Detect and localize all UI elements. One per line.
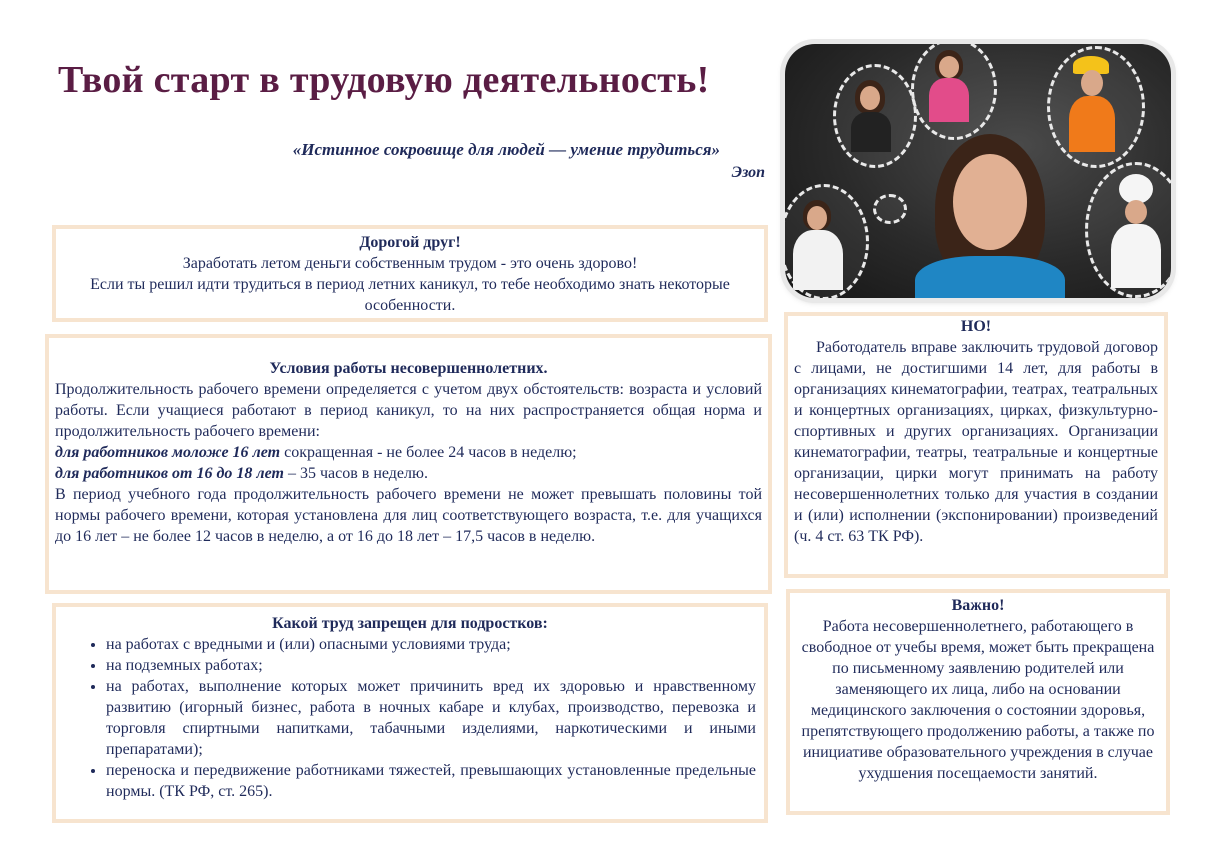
- from-16-text: – 35 часов в неделю.: [283, 465, 428, 482]
- work-conditions-school-year: В период учебного года продолжительность рабочего времени не может превышать половины той нормы рабочего времени, которая установлена для лиц соответствующего возраста, т.е. для учащихся до 16 лет – не более 12 часов в неделю, а от 16 до 18 лет – 17,5 часов в неделю.: [55, 486, 762, 545]
- epigraph-author: Эзоп: [731, 164, 765, 181]
- girl-thinking-about-professions-photo: [785, 44, 1171, 298]
- but-note-heading: НО!: [960, 318, 992, 335]
- page-title: Твой старт в трудовую деятельность!: [58, 59, 710, 101]
- from-16-label: для работников от 16 до 18 лет: [55, 465, 284, 482]
- but-note-text: Работодатель вправе заключить трудовой договор с лицами, не достигшими 14 лет, для работы в организациях кинематографии, театрах, театральных и концертных организациях, цирках, физкультурно-спортивных и других организациях. Организации кинематографии, театры, театральные и концертные организации, цирки могут принимать на работу несовершеннолетних только для участия в создании и (или) исполнении (экспонировании) произведений (ч. 4 ст. 63 ТК РФ).: [794, 339, 1158, 545]
- work-conditions-intro: Продолжительность рабочего времени определяется с учетом двух обстоятельств: возраста и условий работы. Если учащиеся работают в период каникул, то на них распространяется общая норма и продолжительность рабочего времени:: [55, 381, 762, 440]
- under-16-label: для работников моложе 16 лет: [55, 444, 281, 461]
- list-item: • на подземных работах;: [106, 655, 756, 676]
- under-16-text: сокращенная - не более 24 часов в неделю;: [280, 444, 577, 461]
- forbidden-work-heading: Какой труд запрещен для подростков:: [272, 615, 548, 632]
- list-item: • переноска и передвижение работниками тяжестей, превышающих установленные предельные нормы. (ТК РФ, ст. 265).: [106, 760, 756, 802]
- list-item: • на работах, выполнение которых может причинить вред их здоровью и нравственному развитию (игорный бизнес, работа в ночных кабаре и клубах, производство, перевозка и торговля спиртными напитками, табачными изделиями, наркотическими и иными препаратами);: [106, 676, 756, 760]
- work-conditions-16-18: [55, 463, 762, 484]
- work-conditions-box: [45, 334, 772, 594]
- forbidden-work-list: [64, 634, 756, 802]
- list-item: • на работах с вредными и (или) опасными условиями труда;: [106, 634, 756, 655]
- greeting-line-2: Если ты решил идти трудиться в период летних каникул, то тебе необходимо знать некоторые особенности.: [90, 276, 730, 314]
- important-note-heading: Важно!: [951, 597, 1005, 614]
- epigraph-quote: «Истинное сокровище для людей — умение трудиться»: [292, 140, 720, 159]
- greeting-line-1: Заработать летом деньги собственным трудом - это очень здорово!: [182, 255, 638, 272]
- work-conditions-heading: Условия работы несовершеннолетних.: [269, 360, 548, 377]
- work-conditions-under-16: [55, 442, 762, 463]
- forbidden-work-box: [52, 603, 768, 823]
- greeting-box: [52, 225, 768, 322]
- important-note-box: [786, 589, 1170, 815]
- greeting-heading: Дорогой друг!: [359, 234, 461, 251]
- important-note-text: Работа несовершеннолетнего, работающего в свободное от учебы время, может быть прекращена по письменному заявлению родителей или заменяющего их лица, либо на основании медицинского заключения о состоянии здоровья, препятствующего продолжению работы, а также по инициативе образовательного учреждения в случае ухудшения посещаемости занятий.: [801, 618, 1155, 782]
- but-note-box: [784, 312, 1168, 578]
